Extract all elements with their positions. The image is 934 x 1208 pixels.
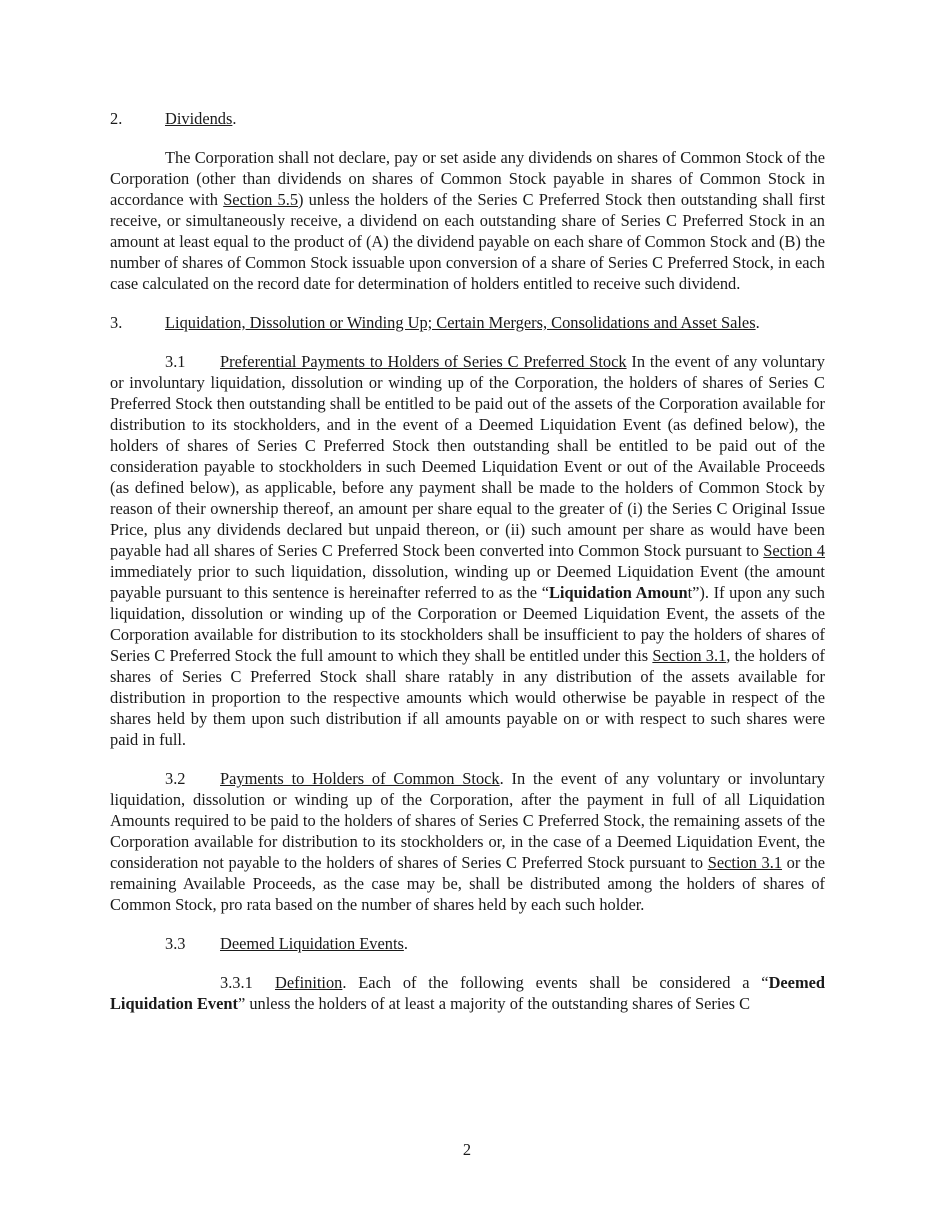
text-run: t”). If upon any such liquidation, dissolution or winding up of the Corporation or Deemed Liquidation Event, the assets of the Corporation available for distribution to its stockholders shall be insufficient to pay the holders of shares of Series C Preferred Stock the full amount to which they shall be entitled under this xyxy=(110,583,825,665)
document-page xyxy=(110,108,825,1032)
page-number: 2 xyxy=(462,1140,472,1159)
subsection-title: Definition xyxy=(275,973,343,992)
section-reference: Section 5.5 xyxy=(223,190,299,209)
section-3-2-paragraph xyxy=(110,768,825,915)
text-run: . Each of the following events shall be considered a “ xyxy=(342,973,769,992)
section-reference: Section 4 xyxy=(763,541,825,560)
text-run: The Corporation shall not declare, pay or set aside any dividends on shares of Common Stock of the Corporation (other than dividends on shares of Common Stock payable in shares of Common Stock in accordance with xyxy=(110,148,825,209)
subsection-number: 3.2 xyxy=(165,769,186,788)
subsection-title: Payments to Holders of Common Stock xyxy=(220,769,500,788)
subsection-number: 3.3 xyxy=(165,934,186,953)
subsection-number: 3.1 xyxy=(165,352,186,371)
section-number: 3. xyxy=(110,313,123,332)
section-3-3-heading xyxy=(165,933,825,954)
section-reference: Section 3.1 xyxy=(652,646,727,665)
text-run: or the remaining Available Proceeds, as the case may be, shall be distributed among the holders of shares of Common Stock, pro rata based on the number of shares held by each such holder. xyxy=(110,853,826,914)
section-3-1-paragraph xyxy=(110,351,825,750)
text-run: In the event of any voluntary or involuntary liquidation, dissolution or winding up of the Corporation, the holders of shares of Series C Preferred Stock then outstanding shall be entitled to be paid out of the assets of the Corporation available for distribution to its stockholders, and in the event of a Deemed Liquidation Event (as defined below), the holders of shares of Series C Preferred Stock then outstanding shall be entitled to be paid out of the consideration payable to stockholders in such Deemed Liquidation Event or out of the Available Proceeds (as defined below), as applicable, before any payment shall be made to the holders of Common Stock by reason of their ownership thereof, an amount per share equal to the greater of (i) the Series C Original Issue Price, plus any dividends declared but unpaid thereon, or (ii) such amount per share as would have been payable had all shares of Series C Preferred Stock been converted into Common Stock pursuant to xyxy=(110,352,825,560)
section-2-heading xyxy=(110,108,825,129)
section-number: 2. xyxy=(110,109,123,128)
defined-term: Deemed Liquidation Event xyxy=(110,973,825,1013)
section-title: Liquidation, Dissolution or Winding Up; Certain Mergers, Consolidations and Asset Sales xyxy=(165,313,756,332)
section-3-3-1-paragraph xyxy=(110,972,825,1014)
defined-term: Liquidation Amoun xyxy=(548,583,688,602)
text-run: , the holders of shares of Series C Preferred Stock shall share ratably in any distribution of the assets available for distribution in proportion to the respective amounts which would otherwise be payable in respect of the shares held by them upon such distribution if all amounts payable on or with respect to such shares were paid in full. xyxy=(110,646,825,749)
subsection-title-suffix: . xyxy=(403,934,408,953)
text-run: ) unless the holders of the Series C Preferred Stock then outstanding shall first receive, or simultaneously receive, a dividend on each outstanding share of Series C Preferred Stock in an amount at least equal to the product of (A) the dividend payable on each share of Common Stock and (B) the number of shares of Common Stock issuable upon conversion of a share of Series C Preferred Stock, in each case calculated on the record date for determination of holders entitled to receive such dividend. xyxy=(110,190,826,293)
section-title-suffix: . xyxy=(232,109,237,128)
section-reference: Section 3.1 xyxy=(707,853,783,872)
section-3-heading xyxy=(110,312,825,333)
text-run: ” unless the holders of at least a majority of the outstanding shares of Series C xyxy=(237,994,751,1013)
text-run: immediately prior to such liquidation, dissolution, winding up or Deemed Liquidation Event (the amount payable pursuant to this sentence is hereinafter referred to as the “ xyxy=(110,562,825,602)
subsection-title-wrap xyxy=(220,933,408,954)
subsection-title: Preferential Payments to Holders of Series C Preferred Stock xyxy=(220,352,627,371)
section-title-suffix: . xyxy=(755,313,760,332)
section-title-wrap xyxy=(165,312,760,333)
subsection-number: 3.3.1 xyxy=(220,973,253,992)
section-title-wrap xyxy=(165,108,237,129)
text-run: . In the event of any voluntary or involuntary liquidation, dissolution or winding up of the Corporation, after the payment in full of all Liquidation Amounts required to be paid to the holders of shares of Series C Preferred Stock, the remaining assets of the Corporation available for distribution to its stockholders or, in the case of a Deemed Liquidation Event, the consideration not payable to the holders of shares of Series C Preferred Stock pursuant to xyxy=(110,769,825,872)
subsection-title: Deemed Liquidation Events xyxy=(220,934,404,953)
dividends-paragraph xyxy=(110,147,825,294)
section-title: Dividends xyxy=(165,109,233,128)
